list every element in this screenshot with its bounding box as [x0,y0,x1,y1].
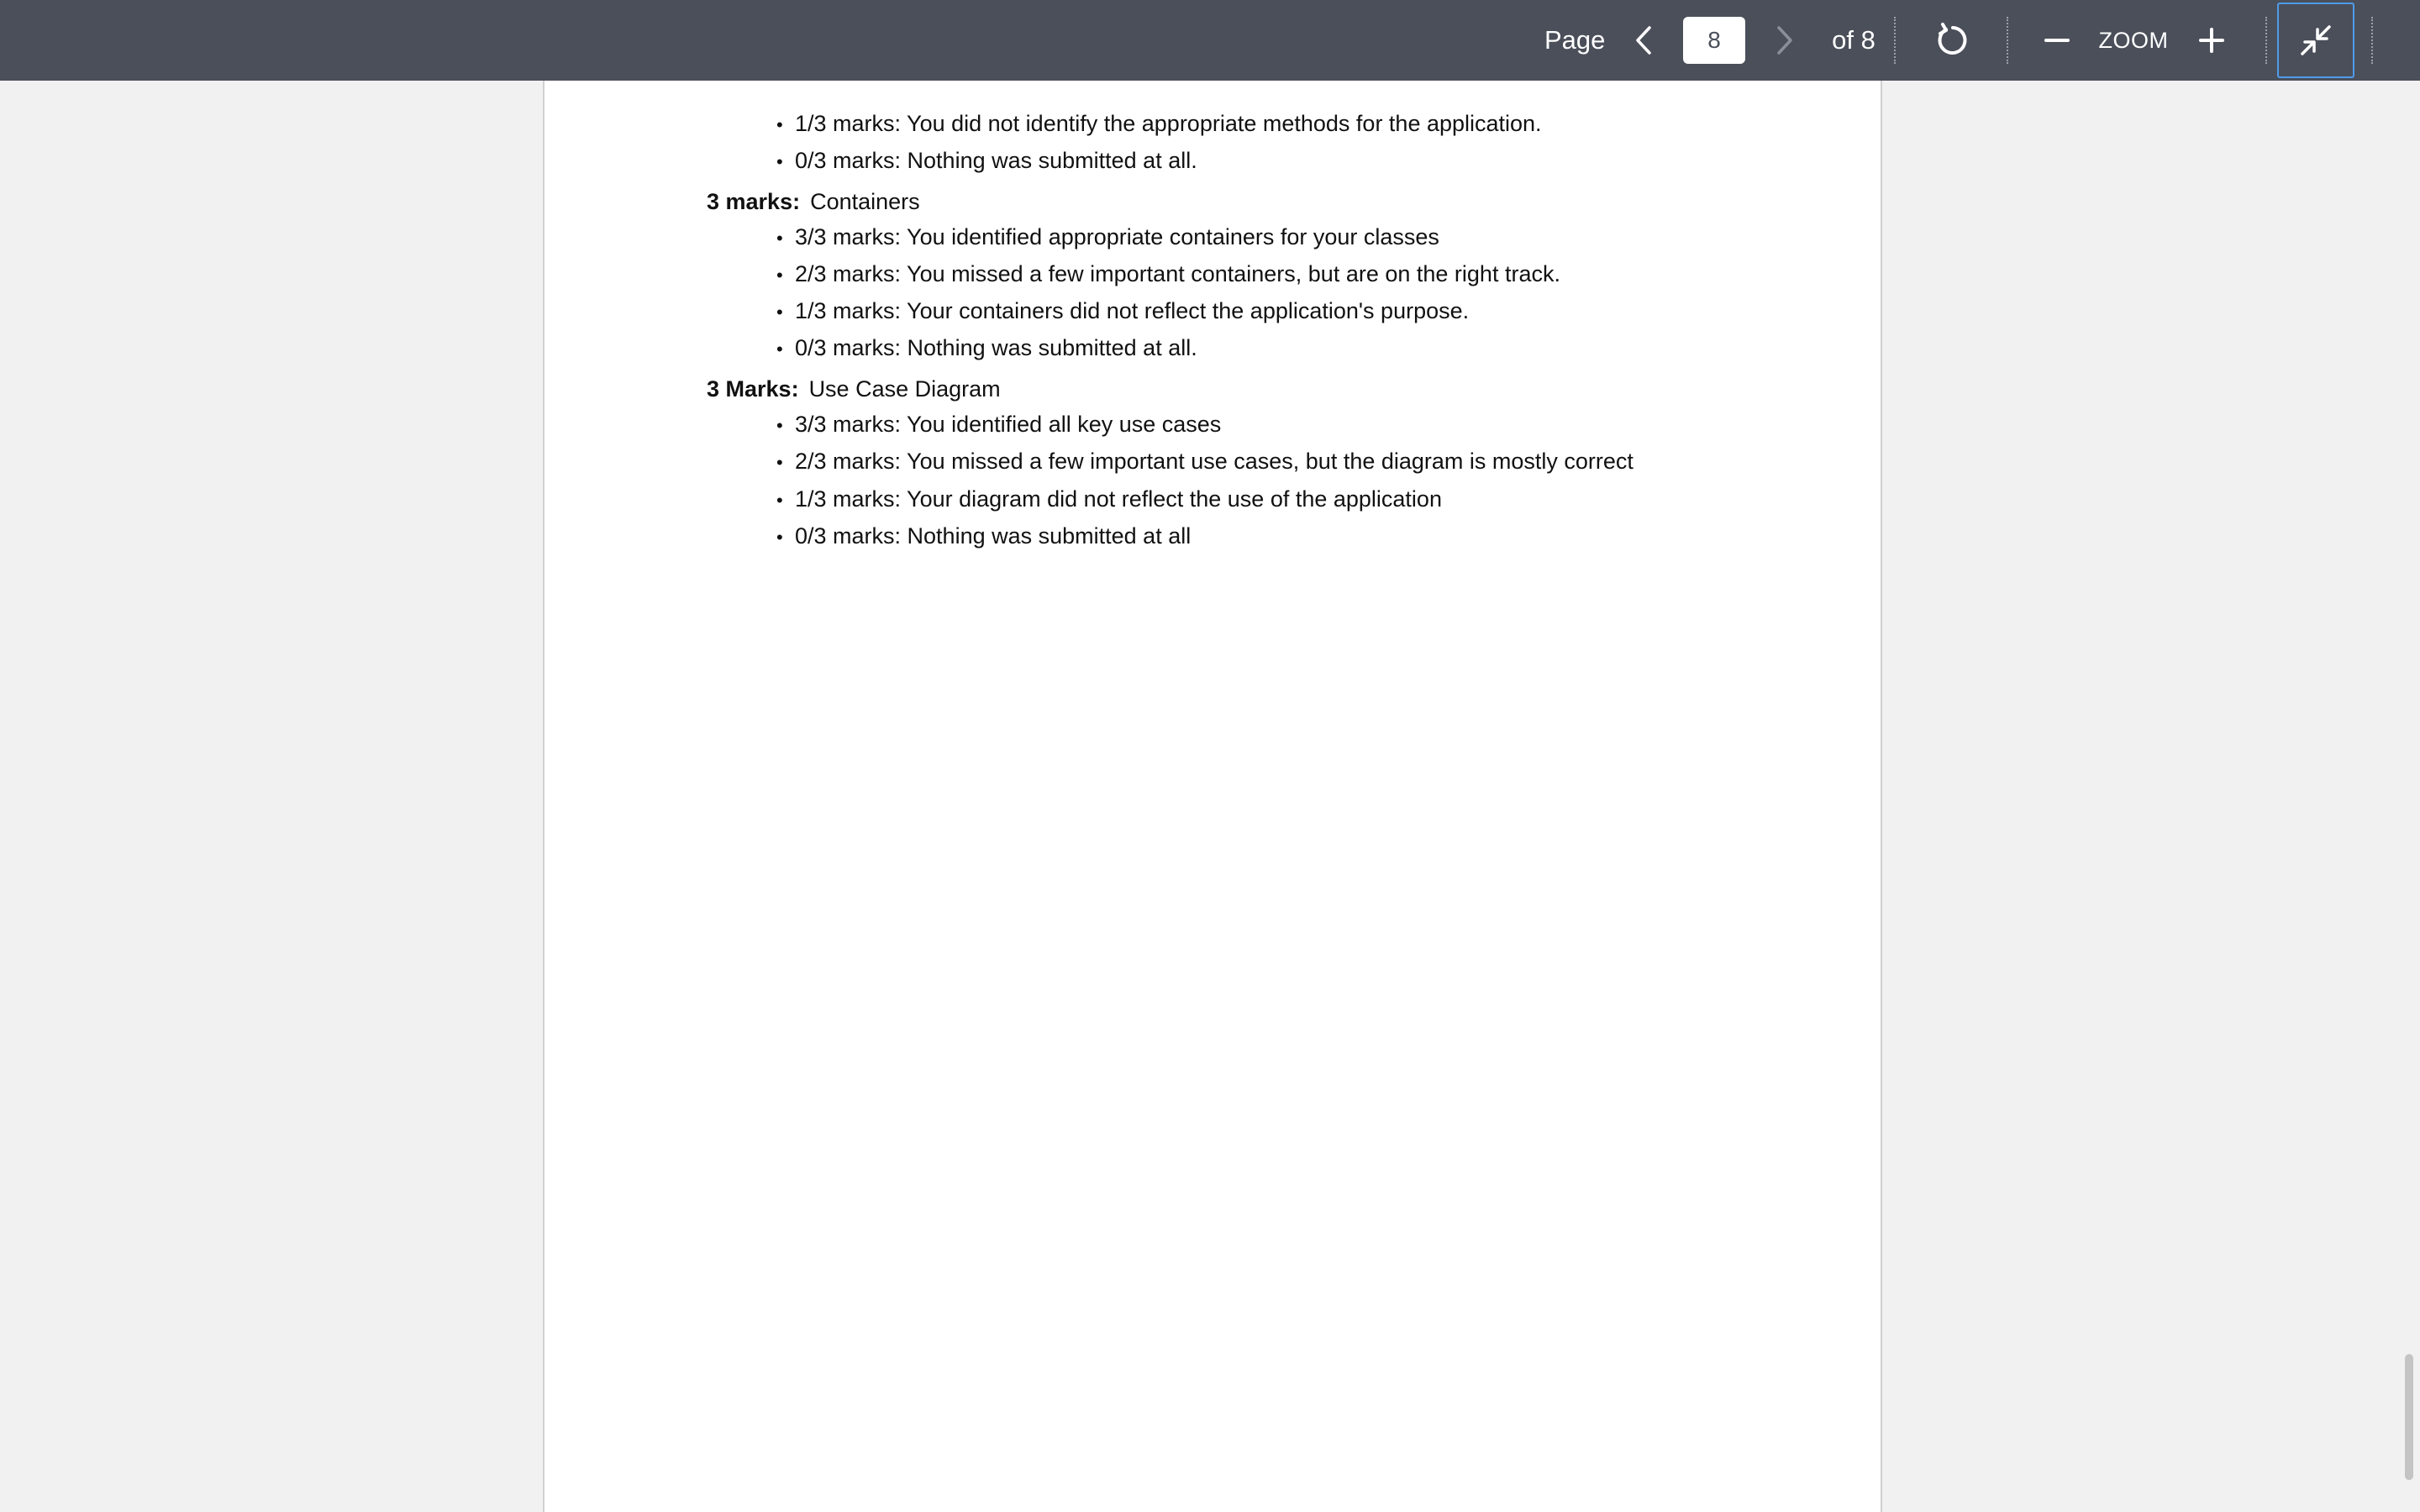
toolbar-divider [1894,17,1896,64]
pdf-toolbar [0,0,2420,81]
document-viewport[interactable] [0,81,2420,1512]
toolbar-divider [2265,17,2267,64]
list-item: • 1/3 marks: You did not identify the appropriate methods for the application. [776,111,1542,136]
bullet-dot: • [776,302,783,323]
chevron-right-icon [1775,25,1795,55]
section-heading-containers: 3 marks: Containers [707,189,920,214]
collapse-arrows-icon [2299,24,2333,57]
bullet-dot: • [776,114,783,135]
list-item: • 3/3 marks: You identified appropriate containers for your classes [776,224,1439,249]
bullet-dot: • [776,228,783,249]
list-item: • 3/3 marks: You identified all key use cases [776,412,1222,437]
list-item: • 1/3 marks: Your diagram did not reflect the use of the application [776,486,1442,512]
list-item: • 0/3 marks: Nothing was submitted at all. [776,335,1197,360]
list-item: • 2/3 marks: You missed a few important use cases, but the diagram is mostly correct [776,449,1634,474]
bullet-dot: • [776,265,783,286]
bullet-dot: • [776,151,783,172]
section-heading-use-case-diagram: 3 Marks: Use Case Diagram [707,376,1001,402]
previous-page-button[interactable] [1622,15,1665,66]
minus-icon [2044,27,2070,54]
list-item: • 0/3 marks: Nothing was submitted at all [776,523,1192,549]
bullet-dot: • [776,452,783,473]
toolbar-divider [2007,17,2008,64]
bullet-dot: • [776,339,783,360]
exit-fullscreen-button[interactable] [2277,3,2354,78]
bullet-dot: • [776,527,783,548]
list-item: • 1/3 marks: Your containers did not reflect the application's purpose. [776,298,1470,323]
list-item: • 2/3 marks: You missed a few important containers, but are on the right track. [776,261,1560,286]
zoom-in-button[interactable] [2188,15,2235,66]
rotate-reset-icon [1934,22,1971,59]
scrollbar-thumb[interactable] [2405,1354,2413,1480]
plus-icon [2198,27,2225,54]
bullet-dot: • [776,490,783,511]
page-label: Page [1544,25,1606,55]
list-item: • 0/3 marks: Nothing was submitted at all. [776,148,1197,173]
next-page-button[interactable] [1763,15,1807,66]
reset-rotate-button[interactable] [1928,15,1978,66]
page-number-input[interactable] [1683,17,1745,64]
page-count-label: of 8 [1832,25,1876,55]
bullet-dot: • [776,415,783,436]
zoom-label: ZOOM [2098,27,2169,53]
zoom-out-button[interactable] [2033,15,2081,66]
document-page [543,81,1882,1512]
toolbar-divider [2371,17,2373,64]
chevron-left-icon [1634,25,1654,55]
